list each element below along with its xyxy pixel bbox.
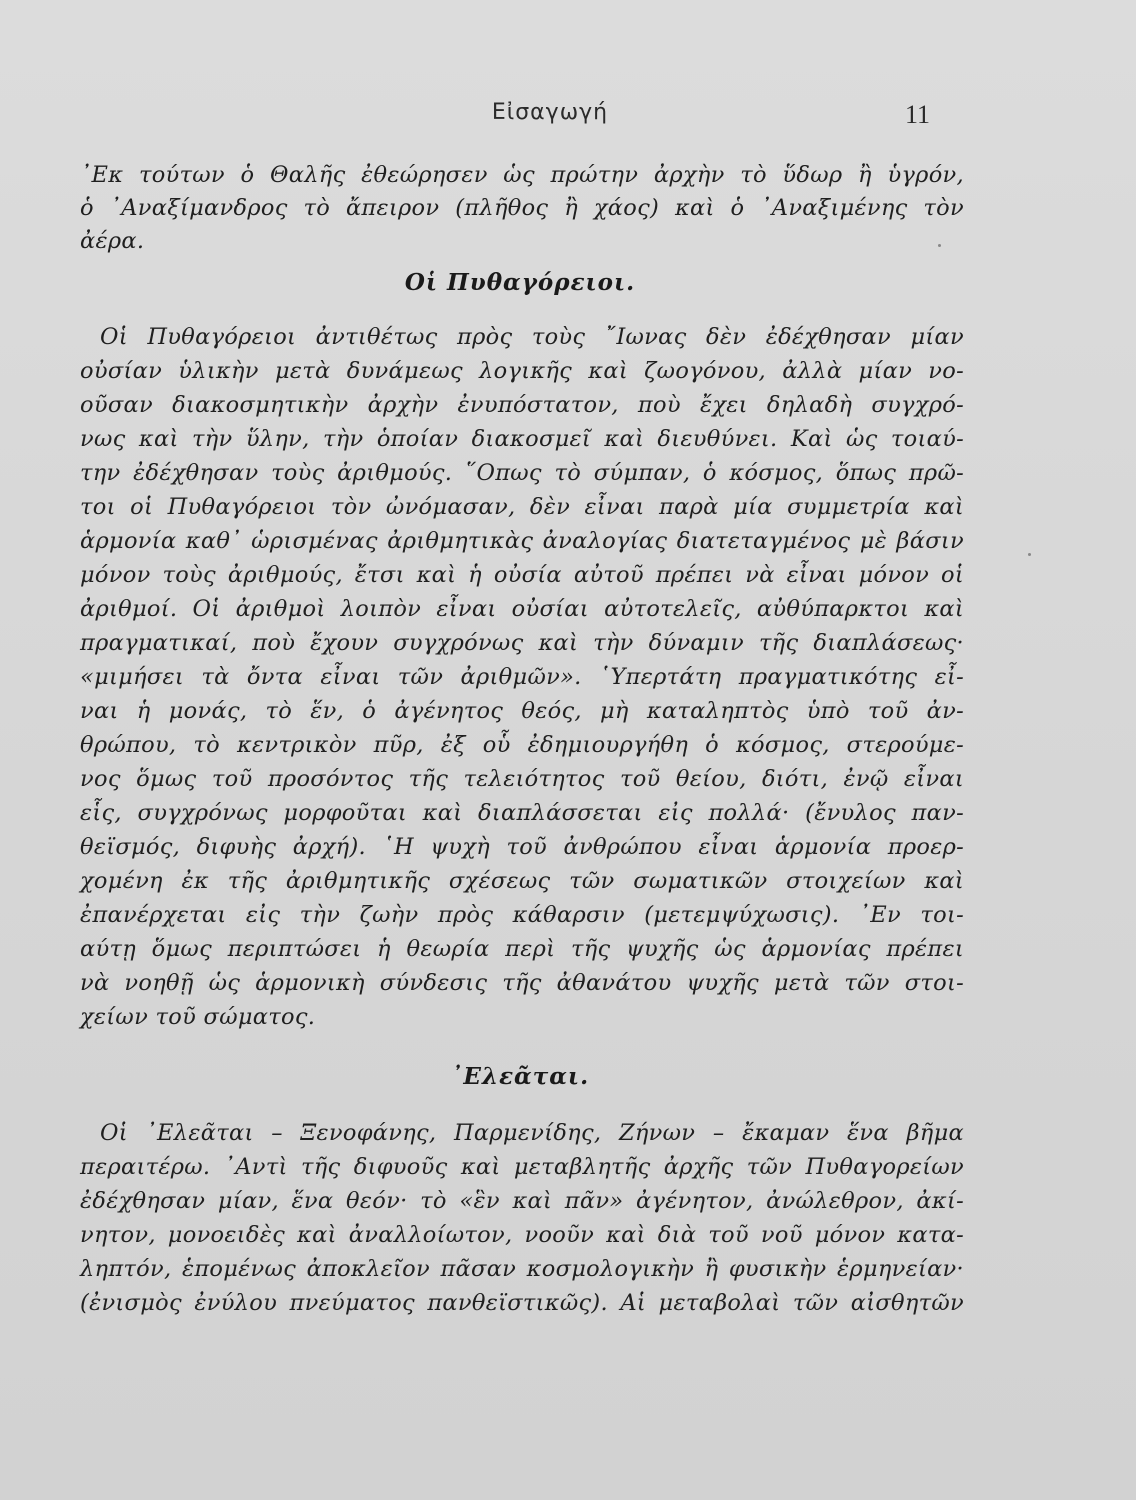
text-line: πραγματικαί, ποὺ ἔχουν συγχρόνως καὶ τὴν δύναμιν τῆς διαπλάσεως· [80, 630, 964, 656]
text-line: Οἱ Πυθαγόρειοι ἀντιθέτως πρὸς τοὺς ῎Ιωνας δὲν ἐδέχθησαν μίαν [100, 324, 964, 350]
section-heading-pythagoreans: Οἱ Πυθαγόρειοι. [404, 269, 636, 296]
text-line: χείων τοῦ σώματος. [80, 1004, 316, 1030]
text-line: θρώπου, τὸ κεντρικὸν πῦρ, ἐξ οὗ ἐδημιουργήθη ὁ κόσμος, στερούμε- [80, 732, 964, 758]
section-heading-eleatics: ᾿Ελεᾶται. [450, 1063, 590, 1090]
text-line: νως καὶ τὴν ὕλην, τὴν ὁποίαν διακοσμεῖ καὶ διευθύνει. Καὶ ὡς τοιαύ- [80, 426, 964, 452]
text-line: οὐσίαν ὑλικὴν μετὰ δυνάμεως λογικῆς καὶ ζωογόνου, ἀλλὰ μίαν νο- [80, 358, 964, 384]
text-line: ἐπανέρχεται εἰς τὴν ζωὴν πρὸς κάθαρσιν (μετεμψύχωσις). ᾿Εν τοι- [80, 902, 964, 928]
running-head [80, 100, 960, 140]
text-line: νὰ νοηθῇ ὡς ἁρμονικὴ σύνδεσις τῆς ἀθανάτου ψυχῆς μετὰ τῶν στοι- [80, 970, 964, 996]
text-line: αύτῃ ὅμως περιπτώσει ἡ θεωρία περὶ τῆς ψυχῆς ὡς ἁρμονίας πρέπει [80, 936, 964, 962]
text-line: νητον, μονοειδὲς καὶ ἀναλλοίωτον, νοοῦν καὶ διὰ τοῦ νοῦ μόνον κατα- [80, 1222, 964, 1248]
text-line: (ἐνισμὸς ἐνύλου πνεύματος πανθεϊστικῶς). Αἱ μεταβολαὶ τῶν αἰσθητῶν [80, 1290, 964, 1316]
text-line: ληπτόν, ἑπομένως ἀποκλεῖον πᾶσαν κοσμολογικὴν ἢ φυσικὴν ἑρμηνείαν· [80, 1256, 964, 1282]
text-line: τοι οἱ Πυθαγόρειοι τὸν ὠνόμασαν, δὲν εἶναι παρὰ μία συμμετρία καὶ [80, 494, 964, 520]
text-line: ἀέρα. [80, 228, 145, 254]
scan-speck [1028, 553, 1031, 556]
text-line: χομένη ἐκ τῆς ἀριθμητικῆς σχέσεως τῶν σωματικῶν στοιχείων καὶ [80, 868, 964, 894]
text-line: ἐδέχθησαν μίαν, ἕνα θεόν· τὸ «ἓν καὶ πᾶν» ἀγένητον, ἀνώλεθρον, ἀκί- [80, 1188, 964, 1214]
text-line: «μιμήσει τὰ ὄντα εἶναι τῶν ἀριθμῶν». ῾Υπερτάτη πραγματικότης εἶ- [80, 664, 964, 690]
text-line: θεϊσμός, διφυὴς ἀρχή). ῾Η ψυχὴ τοῦ ἀνθρώπου εἶναι ἁρμονία προερ- [80, 834, 964, 860]
page-number: 11 [904, 100, 930, 129]
text-line: εἷς, συγχρόνως μορφοῦται καὶ διαπλάσσεται εἰς πολλά· (ἔνυλος παν- [80, 800, 964, 826]
text-line: την ἐδέχθησαν τοὺς ἀριθμούς. ῞Οπως τὸ σύμπαν, ὁ κόσμος, ὅπως πρῶ- [80, 460, 964, 486]
text-line: οῦσαν διακοσμητικὴν ἀρχὴν ἐνυπόστατον, ποὺ ἔχει δηλαδὴ συγχρό- [80, 392, 964, 418]
text-line: ἀριθμοί. Οἱ ἀριθμοὶ λοιπὸν εἶναι οὐσίαι αὐτοτελεῖς, αὐθύπαρκτοι καὶ [80, 596, 964, 622]
text-line: μόνον τοὺς ἀριθμούς, ἔτσι καὶ ἡ οὐσία αὐτοῦ πρέπει νὰ εἶναι μόνον οἱ [80, 562, 964, 588]
text-line: ᾿Εκ τούτων ὁ Θαλῆς ἐθεώρησεν ὡς πρώτην ἀρχὴν τὸ ὕδωρ ἢ ὑγρόν, [80, 162, 964, 188]
scan-speck [938, 244, 941, 247]
text-line: νος ὅμως τοῦ προσόντος τῆς τελειότητος τοῦ θείου, διότι, ἐνῷ εἶναι [80, 766, 964, 792]
text-line: ναι ἡ μονάς, τὸ ἕν, ὁ ἀγένητος θεός, μὴ καταληπτὸς ὑπὸ τοῦ ἀν- [80, 698, 964, 724]
text-line: περαιτέρω. ᾿Αντὶ τῆς διφυοῦς καὶ μεταβλητῆς ἀρχῆς τῶν Πυθαγορείων [80, 1154, 964, 1180]
text-line: Οἱ ᾿Ελεᾶται – Ξενοφάνης, Παρμενίδης, Ζήνων – ἔκαμαν ἕνα βῆμα [100, 1120, 964, 1146]
text-line: ἁρμονία καθ᾿ ὡρισμένας ἀριθμητικὰς ἀναλογίας διατεταγμένος μὲ βάσιν [80, 528, 964, 554]
running-title: Εἰσαγωγή [491, 100, 609, 125]
text-line: ὁ ᾿Αναξίμανδρος τὸ ἄπειρον (πλῆθος ἢ χάος) καὶ ὁ ᾿Αναξιμένης τὸν [80, 195, 964, 221]
